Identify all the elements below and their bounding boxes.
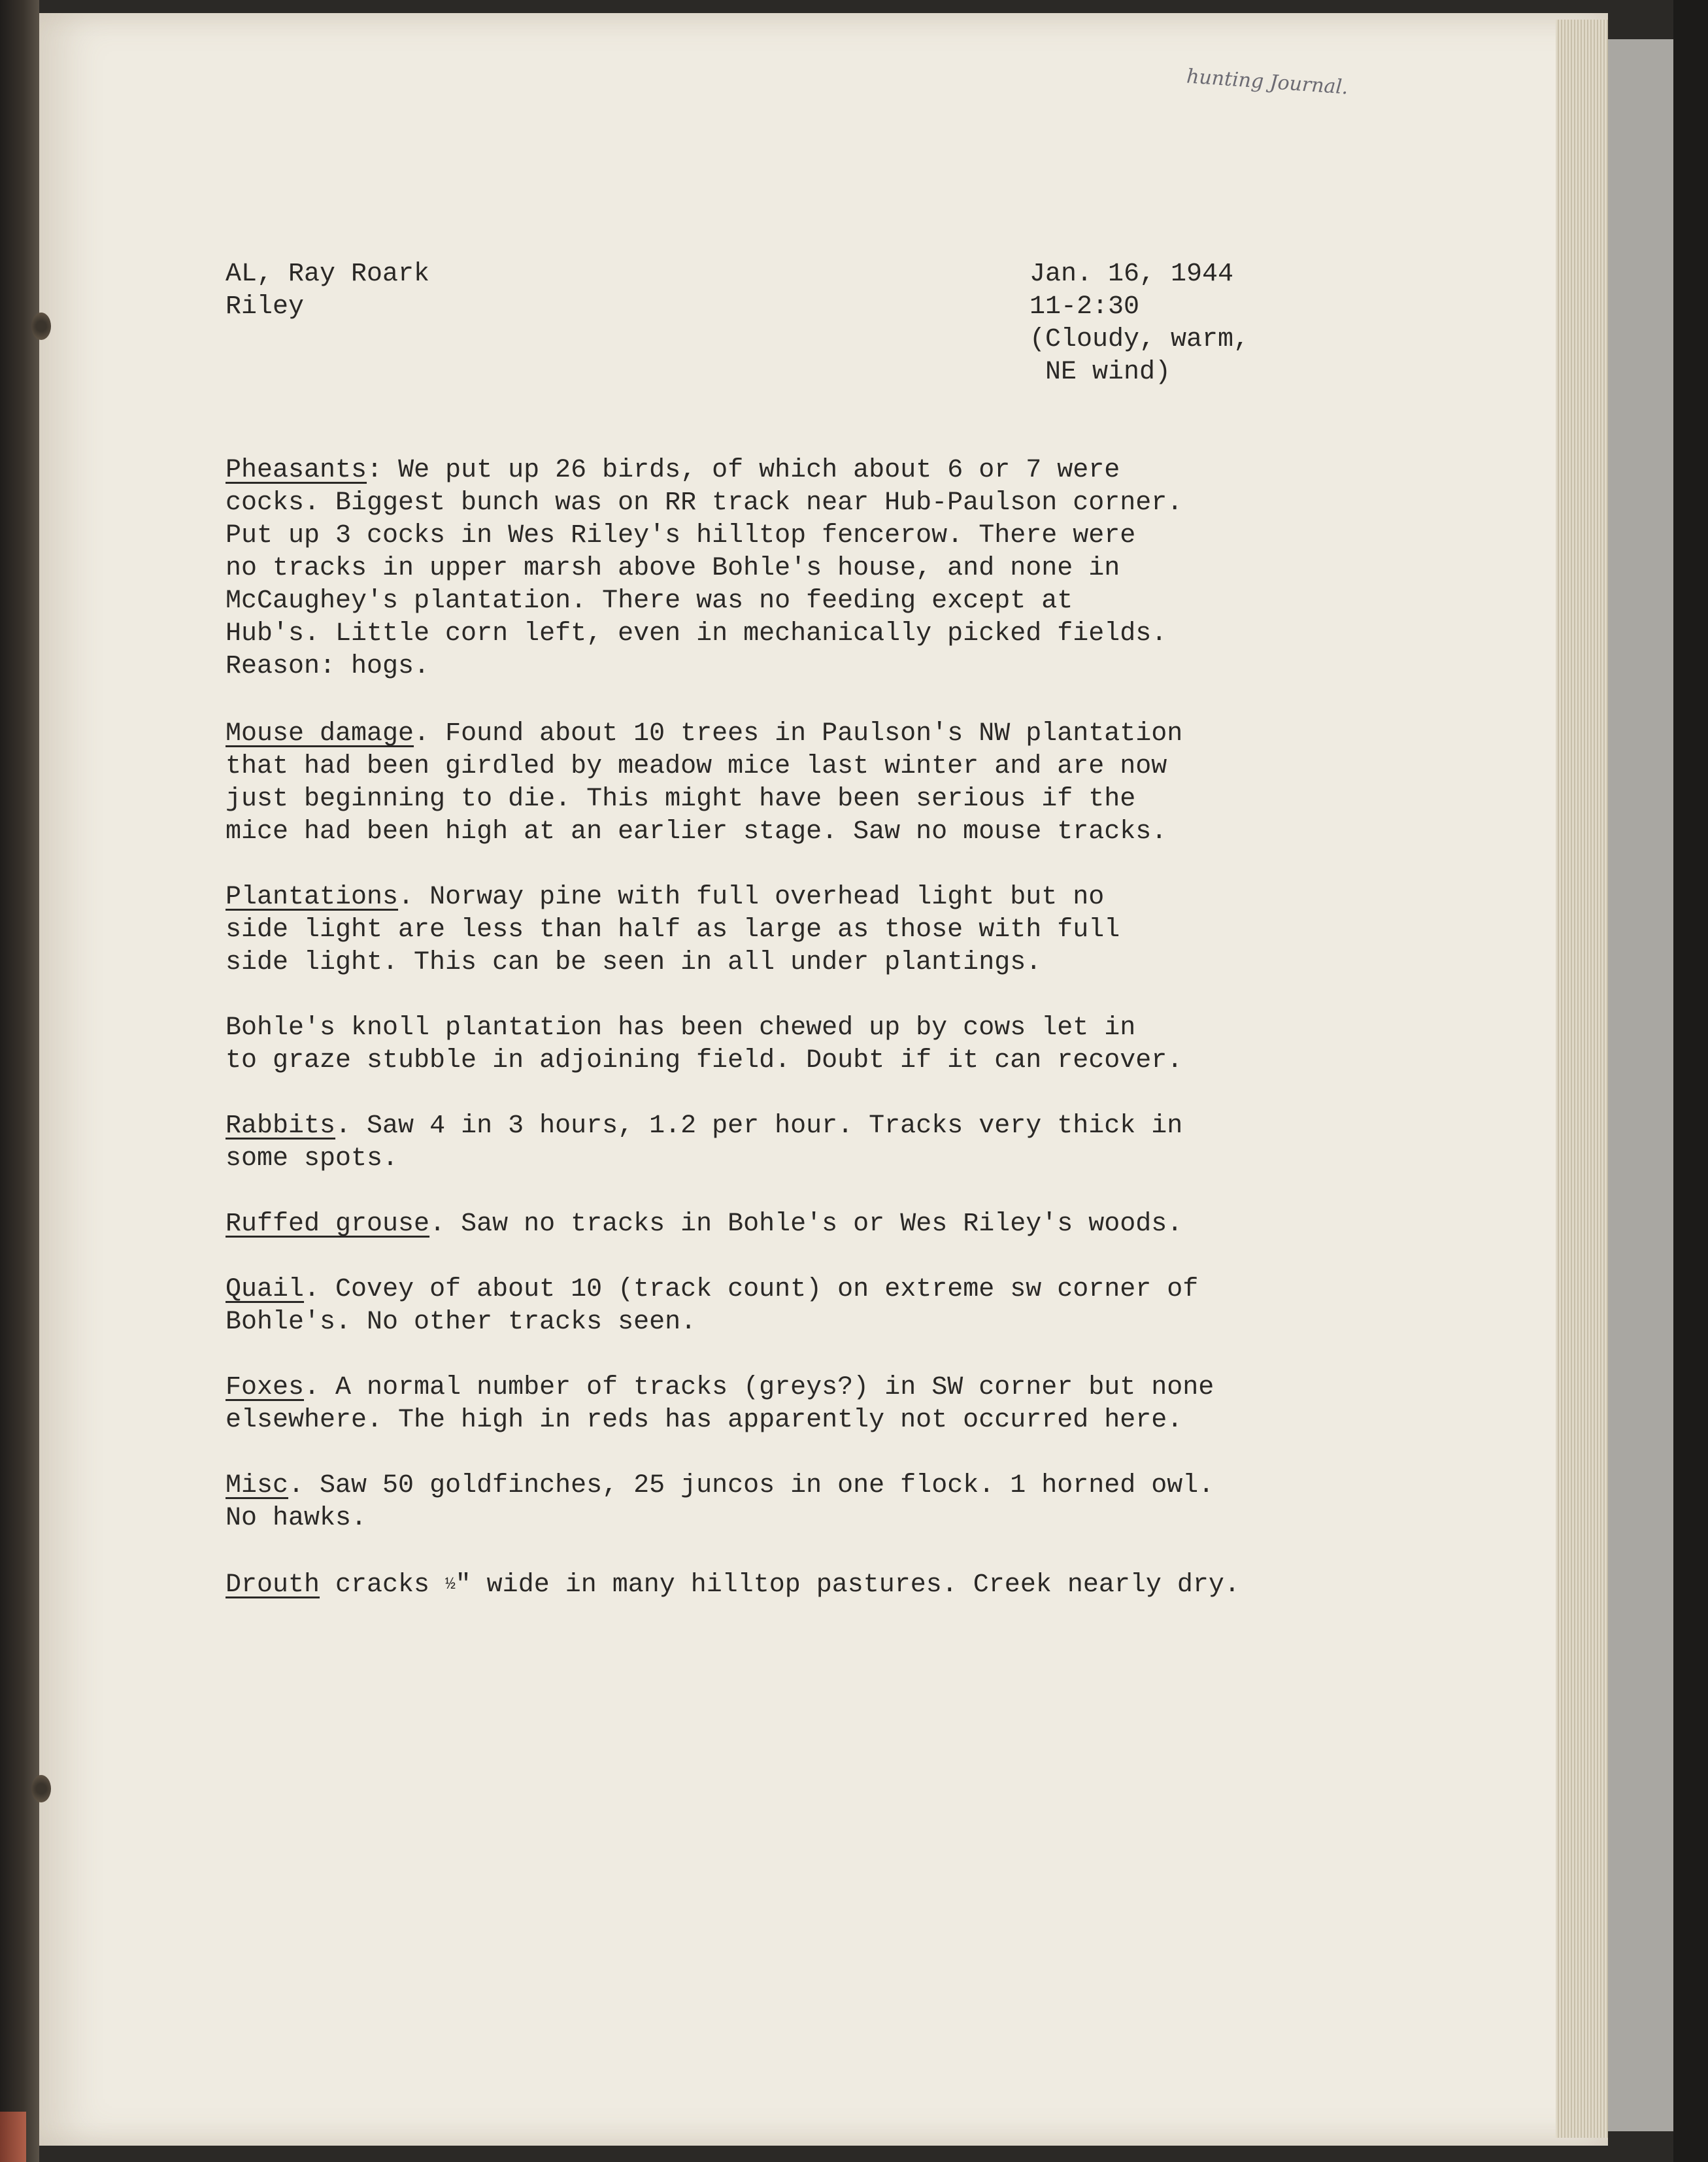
entry-separator: . bbox=[335, 1111, 352, 1141]
entry-heading: Misc bbox=[226, 1471, 289, 1500]
entry-heading: Drouth bbox=[226, 1570, 320, 1600]
entry-heading: Foxes bbox=[226, 1373, 305, 1402]
header-weather-line1: (Cloudy, warm, bbox=[1030, 325, 1250, 354]
entry-heading: Plantations bbox=[226, 883, 399, 912]
binding-edge-red bbox=[0, 2112, 26, 2162]
entry-separator: . bbox=[414, 719, 430, 749]
header-names: AL, Ray Roark bbox=[226, 260, 430, 289]
entry-body: Saw 4 in 3 hours, 1.2 per hour. Tracks very thick in some spots. bbox=[226, 1111, 1183, 1174]
entry-separator: . bbox=[398, 883, 414, 912]
book-cover-right bbox=[1673, 0, 1708, 2162]
entry-body: Saw no tracks in Bohle's or Wes Riley's woods. bbox=[445, 1209, 1183, 1239]
entry-body-after: " wide in many hilltop pastures. Creek nearly dry. bbox=[455, 1570, 1240, 1600]
binding-hole-bottom bbox=[31, 1775, 51, 1802]
entry-heading: Pheasants bbox=[226, 456, 367, 485]
header-weather-line2: NE wind) bbox=[1030, 358, 1171, 387]
entry-ruffed-grouse bbox=[226, 1208, 1337, 1241]
header-location: Riley bbox=[226, 292, 305, 322]
entry-plantations bbox=[226, 881, 1337, 979]
entry-body: Bohle's knoll plantation has been chewed up by cows let in to graze stubble in adjoining field. Doubt if it can recover. bbox=[226, 1013, 1183, 1075]
binding-hole-top bbox=[31, 312, 51, 340]
entry-foxes bbox=[226, 1372, 1337, 1437]
entry-bohle-knoll bbox=[226, 1012, 1337, 1077]
fraction-half: ½ bbox=[445, 1574, 456, 1594]
entry-rabbits bbox=[226, 1110, 1337, 1175]
entry-mouse-damage bbox=[226, 718, 1337, 849]
entry-quail bbox=[226, 1274, 1337, 1339]
entry-pheasants bbox=[226, 454, 1337, 683]
entry-heading: Quail bbox=[226, 1275, 305, 1304]
header-time: 11-2:30 bbox=[1030, 292, 1140, 322]
entry-separator: . bbox=[429, 1209, 446, 1239]
entry-body-before: cracks bbox=[320, 1570, 446, 1600]
entry-body: A normal number of tracks (greys?) in SW corner but none elsewhere. The high in reds has apparently not occurred here. bbox=[226, 1373, 1214, 1435]
page-edges bbox=[1556, 20, 1608, 2138]
entry-separator: . bbox=[304, 1275, 320, 1304]
entry-separator: : bbox=[367, 456, 383, 485]
entry-heading: Mouse damage bbox=[226, 719, 414, 749]
entry-body: Norway pine with full overhead light but no side light are less than half as large as those with full side light. This can be seen in all under plantings. bbox=[226, 883, 1120, 977]
entry-body: Covey of about 10 (track count) on extreme sw corner of Bohle's. No other tracks seen. bbox=[226, 1275, 1199, 1337]
entry-body: Found about 10 trees in Paulson's NW plantation that had been girdled by meadow mice last winter and are now just beginning to die. This might have been serious if the mice had been high at an earlier stage. Saw no mouse tracks. bbox=[226, 719, 1183, 847]
header-date: Jan. 16, 1944 bbox=[1030, 260, 1234, 289]
handwritten-annotation: hunting Journal. bbox=[1186, 65, 1349, 99]
document-page bbox=[39, 13, 1608, 2146]
entry-drouth bbox=[226, 1568, 1369, 1602]
entry-misc bbox=[226, 1470, 1337, 1535]
entry-heading: Ruffed grouse bbox=[226, 1209, 430, 1239]
entry-body: Saw 50 goldfinches, 25 juncos in one flock. 1 horned owl. No hawks. bbox=[226, 1471, 1214, 1533]
entry-separator: . bbox=[304, 1373, 320, 1402]
entry-separator: . bbox=[288, 1471, 305, 1500]
entry-body: We put up 26 birds, of which about 6 or 7 were cocks. Biggest bunch was on RR track near Hub-Paulson corner. Put up 3 cocks in Wes Riley's hilltop fencerow. There were no tracks in upper marsh above Bohle's house, and none in McCaughey's plantation. There was no feeding except at Hub's. Little corn left, even in mechanically picked fields. Reason: hogs. bbox=[226, 456, 1183, 681]
entry-heading: Rabbits bbox=[226, 1111, 336, 1141]
